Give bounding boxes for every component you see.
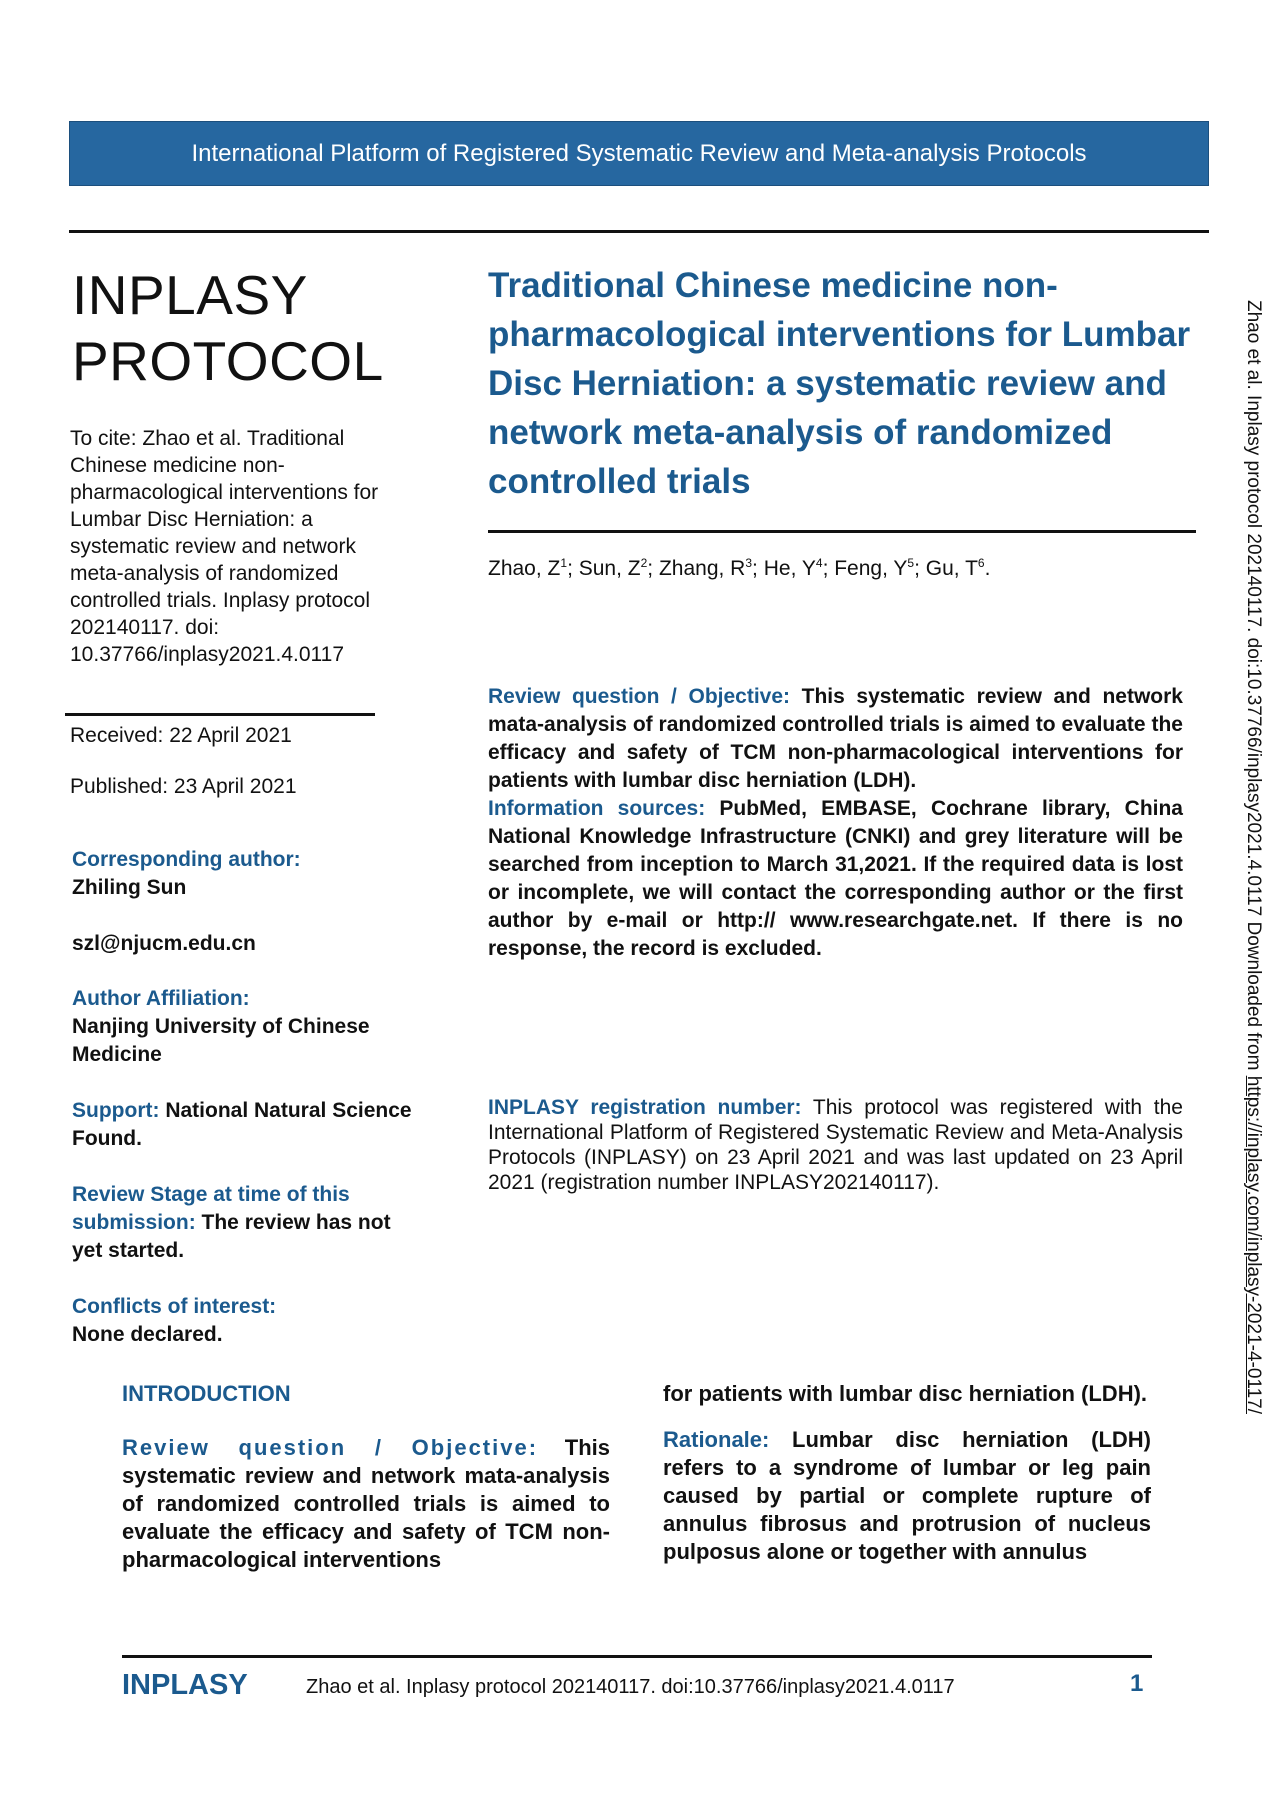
- author-affiliation-number: 6: [977, 556, 985, 570]
- cite-rule: [65, 713, 375, 716]
- author-affiliation-number: 5: [907, 556, 915, 570]
- published-date: Published: 23 April 2021: [70, 775, 297, 798]
- inplasy-protocol-brand: [72, 262, 432, 394]
- conflicts-label: Conflicts of interest:: [72, 1295, 277, 1318]
- author-separator: .: [984, 557, 991, 580]
- author-name: He, Y: [763, 557, 816, 580]
- author-name: Zhang, R: [658, 557, 746, 580]
- objective-label: Review question / Objective:: [488, 685, 791, 708]
- author-affiliation-number: 1: [560, 556, 568, 570]
- registration-label: INPLASY registration number:: [488, 1096, 802, 1119]
- title-rule: [488, 530, 1196, 533]
- author-separator: ;: [914, 557, 926, 580]
- author-separator: ;: [752, 557, 764, 580]
- citation: To cite: Zhao et al. Traditional Chinese medicine non-pharmacological interventions for Lumbar Disc Herniation: a systematic review and network meta-analysis of randomized controlled trials. Inplasy protocol 202140117. doi: 10.37766/inplasy2021.4.0117: [70, 427, 379, 666]
- stage-label: Review Stage at time of this submission:: [72, 1183, 350, 1234]
- rationale-text: Lumbar disc herniation (LDH) refers to a syndrome of lumbar or leg pain caused by partial or complete rupture of annulus fibrosus and protrusion of nucleus pulposus alone or together with annulus: [663, 1427, 1151, 1564]
- vertical-text: [1238, 300, 1268, 1600]
- author-name: Zhao, Z: [488, 557, 561, 580]
- abstract-objective: [488, 683, 1183, 963]
- intro-heading: INTRODUCTION: [122, 1381, 291, 1406]
- author-name: Feng, Y: [834, 557, 908, 580]
- support-value: National Natural Science Found.: [72, 1099, 412, 1150]
- registration-info: [488, 1095, 1183, 1195]
- objective-text: This systematic review and network mata-analysis of randomized controlled trials is aimed to evaluate the efficacy and safety of TCM non-pharmacological interventions for patients with lumbar disc herniation (LDH).: [488, 685, 1183, 792]
- sources-text: PubMed, EMBASE, Cochrane library, China National Knowledge Infrastructure (CNKI) and grey literature will be searched from inception to March 31,2021. If the required data is lost or incomplete, we will contact the corresponding author or the first author by e-mail or http:// www.researchgate.net. If there is no response, the record is excluded.: [488, 797, 1183, 960]
- brand-line2: PROTOCOL: [72, 330, 384, 392]
- author-separator: ;: [567, 557, 579, 580]
- conflicts-of-interest: [72, 1293, 412, 1349]
- body-column-left: [122, 1380, 610, 1574]
- registration-text: This protocol was registered with the International Platform of Registered Systematic Review and Meta-Analysis Protocols (INPLASY) on 23 April 2021 and was last updated on 23 April 2021 (registration number INPLASY202140117).: [488, 1096, 1183, 1194]
- corresponding-name: Zhiling Sun: [72, 876, 187, 899]
- body-objective-label: Review question / Objective:: [122, 1435, 539, 1460]
- brand-line1: INPLASY: [72, 264, 308, 326]
- top-rule: [69, 230, 1209, 233]
- affiliation-label: Author Affiliation:: [72, 987, 250, 1010]
- conflicts-value: None declared.: [72, 1323, 223, 1346]
- stage-value: The review has not yet started.: [72, 1211, 391, 1262]
- author-name: Gu, T: [925, 557, 978, 580]
- received-date: Received: 22 April 2021: [70, 724, 292, 747]
- rationale-label: Rationale:: [663, 1427, 770, 1452]
- support: [72, 1097, 412, 1153]
- page-number: 1: [1130, 1670, 1144, 1697]
- body-objective: [122, 1434, 610, 1574]
- affiliation-value: Nanjing University of Chinese Medicine: [72, 1015, 370, 1066]
- author-separator: ;: [822, 557, 835, 580]
- body-column-right: [663, 1380, 1151, 1566]
- corresponding-author: [72, 846, 412, 902]
- author-affiliation-number: 4: [815, 556, 823, 570]
- corresponding-label: Corresponding author:: [72, 848, 301, 871]
- author-affiliation-number: 2: [640, 556, 648, 570]
- footer-brand: INPLASY: [122, 1669, 248, 1701]
- footer-citation: Zhao et al. Inplasy protocol 202140117. doi:10.37766/inplasy2021.4.0117: [306, 1676, 955, 1698]
- author-email[interactable]: szl@njucm.edu.cn: [72, 932, 256, 955]
- article-title: Traditional Chinese medicine non-pharmacological interventions for Lumbar Disc Herniation: a systematic review and network meta-analysis of randomized controlled trials: [488, 266, 1191, 501]
- author-name: Sun, Z: [578, 557, 641, 580]
- body-rationale: [663, 1426, 1151, 1566]
- author-affiliation: [72, 985, 412, 1069]
- banner-text: International Platform of Registered Systematic Review and Meta-analysis Protocols: [191, 139, 1087, 167]
- body-col2-continuation: for patients with lumbar disc herniation (LDH).: [663, 1381, 1148, 1406]
- author-list: [488, 556, 990, 581]
- vertical-citation: Zhao et al. Inplasy protocol 202140117. doi:10.37766/inplasy2021.4.0117 Downloaded from: [1243, 300, 1264, 1076]
- header-banner: [69, 121, 1209, 186]
- footer-rule: [122, 1655, 1152, 1658]
- author-affiliation-number: 3: [745, 556, 753, 570]
- body-objective-text: This systematic review and network mata-analysis of randomized controlled trials is aimed to evaluate the efficacy and safety of TCM non-pharmacological interventions: [122, 1435, 610, 1572]
- vertical-margin-note: [1238, 300, 1268, 1600]
- download-link[interactable]: https://inplasy.com/inplasy-2021-4-0117/: [1243, 1075, 1264, 1414]
- sources-label: Information sources:: [488, 797, 706, 820]
- support-label: Support:: [72, 1099, 160, 1122]
- author-separator: ;: [647, 557, 659, 580]
- review-stage: [72, 1181, 412, 1265]
